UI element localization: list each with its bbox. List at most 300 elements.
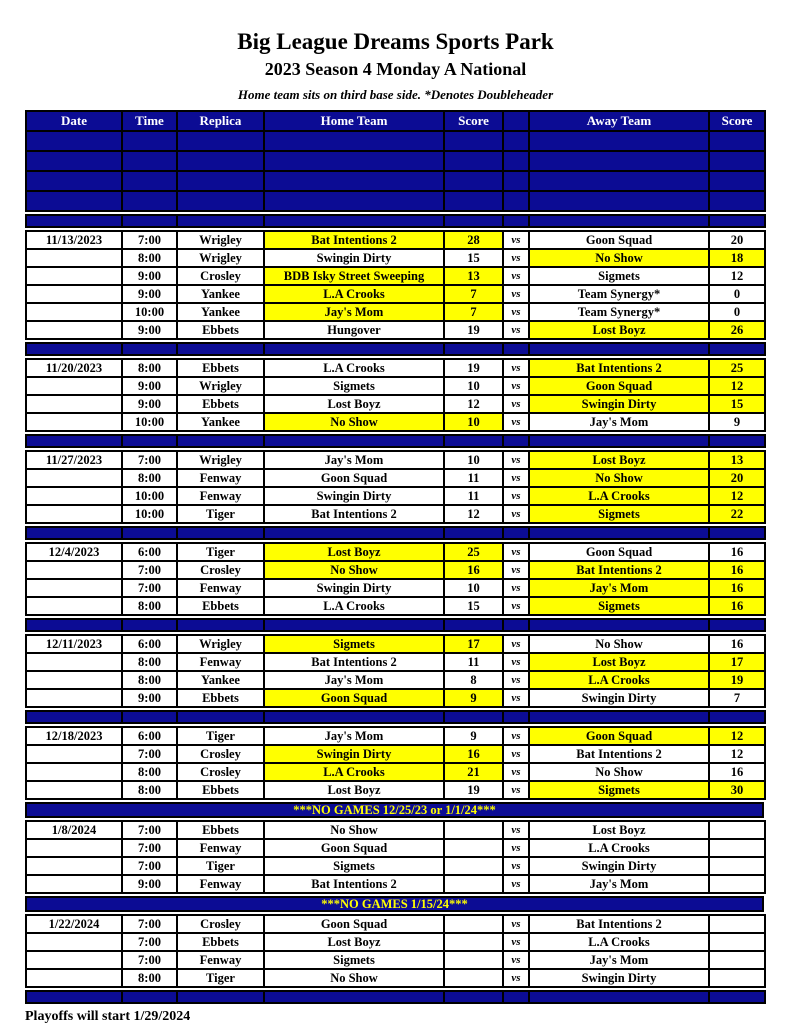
- away-score-cell: [710, 840, 766, 858]
- home-team-cell: Jay's Mom: [265, 728, 445, 746]
- home-score-cell: 10: [445, 378, 504, 396]
- game-row: [27, 286, 766, 304]
- game-row: [27, 840, 766, 858]
- page-title: Big League Dreams Sports Park: [237, 29, 554, 54]
- away-score-cell: 12: [710, 728, 766, 746]
- date-cell: [27, 746, 123, 764]
- date-cell: [27, 322, 123, 340]
- home-score-cell: 10: [445, 580, 504, 598]
- vs-cell: vs: [504, 378, 530, 396]
- separator-cell: [504, 712, 530, 724]
- date-cell: [27, 580, 123, 598]
- time-cell: 9:00: [123, 396, 178, 414]
- vs-cell: vs: [504, 782, 530, 800]
- date-cell: [27, 782, 123, 800]
- separator-cell: [504, 620, 530, 632]
- league-subtitle: 2023 Season 4 Monday A National: [264, 59, 527, 79]
- home-score-cell: 10: [445, 452, 504, 470]
- empty-cell: [445, 132, 504, 152]
- replica-cell: Fenway: [178, 840, 265, 858]
- replica-cell: Yankee: [178, 414, 265, 432]
- time-cell: 9:00: [123, 322, 178, 340]
- empty-cell: [178, 152, 265, 172]
- column-header-home-team: Home Team: [265, 112, 445, 132]
- separator-cell: [530, 528, 710, 540]
- game-row: [27, 562, 766, 580]
- away-score-cell: 22: [710, 506, 766, 524]
- separator-row: [27, 620, 766, 632]
- vs-cell: vs: [504, 268, 530, 286]
- game-row: [27, 360, 766, 378]
- replica-cell: Ebbets: [178, 934, 265, 952]
- home-score-cell: 19: [445, 322, 504, 340]
- away-score-cell: [710, 858, 766, 876]
- away-score-cell: [710, 934, 766, 952]
- away-score-cell: [710, 876, 766, 894]
- home-team-cell: No Show: [265, 970, 445, 988]
- empty-row: [27, 192, 766, 212]
- separator-cell: [504, 436, 530, 448]
- empty-cell: [178, 192, 265, 212]
- vs-cell: vs: [504, 916, 530, 934]
- separator-cell: [27, 216, 123, 228]
- hdr-strip: [25, 110, 766, 212]
- game-row: [27, 506, 766, 524]
- column-header-vs: [504, 112, 530, 132]
- vs-cell: vs: [504, 672, 530, 690]
- separator-cell: [445, 344, 504, 356]
- away-score-cell: 20: [710, 470, 766, 488]
- away-score-cell: 0: [710, 304, 766, 322]
- block-strip: [25, 230, 766, 340]
- home-score-cell: 8: [445, 672, 504, 690]
- replica-cell: Fenway: [178, 952, 265, 970]
- empty-cell: [504, 172, 530, 192]
- time-cell: 9:00: [123, 286, 178, 304]
- home-score-cell: 12: [445, 396, 504, 414]
- away-score-cell: [710, 822, 766, 840]
- time-cell: 7:00: [123, 858, 178, 876]
- away-team-cell: Lost Boyz: [530, 654, 710, 672]
- away-score-cell: 9: [710, 414, 766, 432]
- empty-cell: [710, 152, 766, 172]
- vs-cell: vs: [504, 728, 530, 746]
- game-row: [27, 764, 766, 782]
- vs-cell: vs: [504, 580, 530, 598]
- schedule-note: Home team sits on third base side. *Denotes Doubleheader: [237, 87, 554, 102]
- separator-cell: [27, 620, 123, 632]
- date-cell: [27, 876, 123, 894]
- home-score-cell: 9: [445, 728, 504, 746]
- away-score-cell: 16: [710, 598, 766, 616]
- time-cell: 7:00: [123, 746, 178, 764]
- separator-cell: [265, 528, 445, 540]
- away-score-cell: [710, 970, 766, 988]
- home-team-cell: Bat Intentions 2: [265, 654, 445, 672]
- separator-cell: [178, 216, 265, 228]
- empty-cell: [710, 192, 766, 212]
- empty-cell: [265, 152, 445, 172]
- game-row: [27, 396, 766, 414]
- away-score-cell: 7: [710, 690, 766, 708]
- away-team-cell: Sigmets: [530, 598, 710, 616]
- separator-cell: [27, 528, 123, 540]
- game-row: [27, 746, 766, 764]
- vs-cell: vs: [504, 304, 530, 322]
- separator-cell: [710, 436, 766, 448]
- separator-cell: [530, 436, 710, 448]
- home-team-cell: Lost Boyz: [265, 934, 445, 952]
- separator-row: [27, 216, 766, 228]
- home-score-cell: 15: [445, 598, 504, 616]
- home-score-cell: 19: [445, 360, 504, 378]
- separator-row: [27, 528, 766, 540]
- date-cell: [27, 858, 123, 876]
- column-header-replica: Replica: [178, 112, 265, 132]
- home-score-cell: [445, 916, 504, 934]
- separator-cell: [710, 712, 766, 724]
- game-row: [27, 488, 766, 506]
- game-row: [27, 452, 766, 470]
- time-cell: 8:00: [123, 782, 178, 800]
- away-team-cell: Team Synergy*: [530, 304, 710, 322]
- no-games-notice-text: ***NO GAMES 12/25/23 or 1/1/24***: [293, 802, 496, 817]
- game-row: [27, 970, 766, 988]
- replica-cell: Crosley: [178, 916, 265, 934]
- empty-cell: [530, 152, 710, 172]
- home-team-cell: Lost Boyz: [265, 396, 445, 414]
- away-score-cell: 20: [710, 232, 766, 250]
- separator-cell: [123, 620, 178, 632]
- replica-cell: Ebbets: [178, 360, 265, 378]
- empty-cell: [710, 132, 766, 152]
- game-row: [27, 250, 766, 268]
- game-row: [27, 728, 766, 746]
- separator-cell: [265, 620, 445, 632]
- separator-cell: [530, 216, 710, 228]
- game-row: [27, 822, 766, 840]
- vs-cell: vs: [504, 488, 530, 506]
- separator-cell: [178, 436, 265, 448]
- empty-cell: [27, 192, 123, 212]
- away-team-cell: No Show: [530, 250, 710, 268]
- separator-cell: [710, 528, 766, 540]
- replica-cell: Crosley: [178, 268, 265, 286]
- home-score-cell: [445, 822, 504, 840]
- vs-cell: vs: [504, 452, 530, 470]
- replica-cell: Ebbets: [178, 396, 265, 414]
- date-cell: [27, 286, 123, 304]
- replica-cell: Wrigley: [178, 636, 265, 654]
- home-score-cell: [445, 934, 504, 952]
- date-cell: [27, 654, 123, 672]
- home-team-cell: No Show: [265, 562, 445, 580]
- date-cell: 11/13/2023: [27, 232, 123, 250]
- game-row: [27, 598, 766, 616]
- home-team-cell: Lost Boyz: [265, 782, 445, 800]
- home-team-cell: Swingin Dirty: [265, 746, 445, 764]
- date-cell: [27, 562, 123, 580]
- vs-cell: vs: [504, 764, 530, 782]
- away-team-cell: Jay's Mom: [530, 580, 710, 598]
- away-score-cell: 16: [710, 562, 766, 580]
- game-row: [27, 544, 766, 562]
- replica-cell: Wrigley: [178, 232, 265, 250]
- separator-cell: [178, 528, 265, 540]
- away-team-cell: Bat Intentions 2: [530, 916, 710, 934]
- time-cell: 7:00: [123, 822, 178, 840]
- away-score-cell: 12: [710, 746, 766, 764]
- home-team-cell: Hungover: [265, 322, 445, 340]
- home-team-cell: Jay's Mom: [265, 304, 445, 322]
- away-score-cell: [710, 916, 766, 934]
- date-cell: [27, 672, 123, 690]
- time-cell: 9:00: [123, 690, 178, 708]
- away-team-cell: Goon Squad: [530, 544, 710, 562]
- empty-cell: [178, 132, 265, 152]
- date-cell: 1/8/2024: [27, 822, 123, 840]
- replica-cell: Ebbets: [178, 822, 265, 840]
- date-cell: [27, 506, 123, 524]
- empty-cell: [504, 132, 530, 152]
- vs-cell: vs: [504, 470, 530, 488]
- replica-cell: Ebbets: [178, 690, 265, 708]
- replica-cell: Ebbets: [178, 598, 265, 616]
- vs-cell: vs: [504, 286, 530, 304]
- time-cell: 10:00: [123, 304, 178, 322]
- away-team-cell: Jay's Mom: [530, 414, 710, 432]
- replica-cell: Fenway: [178, 580, 265, 598]
- separator-cell: [504, 992, 530, 1004]
- vs-cell: vs: [504, 822, 530, 840]
- home-score-cell: 11: [445, 470, 504, 488]
- home-team-cell: Goon Squad: [265, 916, 445, 934]
- separator-row: [27, 992, 766, 1004]
- separator-cell: [123, 712, 178, 724]
- home-team-cell: Swingin Dirty: [265, 580, 445, 598]
- game-row: [27, 470, 766, 488]
- column-header-time: Time: [123, 112, 178, 132]
- home-team-cell: L.A Crooks: [265, 764, 445, 782]
- replica-cell: Ebbets: [178, 782, 265, 800]
- replica-cell: Tiger: [178, 544, 265, 562]
- game-row: [27, 414, 766, 432]
- game-row: [27, 876, 766, 894]
- empty-row: [27, 132, 766, 152]
- vs-cell: vs: [504, 952, 530, 970]
- home-score-cell: 11: [445, 488, 504, 506]
- empty-cell: [178, 172, 265, 192]
- schedule-table: [25, 110, 766, 1004]
- date-cell: 11/20/2023: [27, 360, 123, 378]
- separator-cell: [178, 344, 265, 356]
- game-row: [27, 304, 766, 322]
- replica-cell: Tiger: [178, 728, 265, 746]
- away-score-cell: 12: [710, 268, 766, 286]
- away-score-cell: 25: [710, 360, 766, 378]
- time-cell: 8:00: [123, 672, 178, 690]
- home-score-cell: 7: [445, 286, 504, 304]
- date-cell: [27, 952, 123, 970]
- replica-cell: Crosley: [178, 746, 265, 764]
- vs-cell: vs: [504, 690, 530, 708]
- no-games-notice: [25, 896, 764, 912]
- away-score-cell: 18: [710, 250, 766, 268]
- away-team-cell: Lost Boyz: [530, 452, 710, 470]
- separator-cell: [123, 528, 178, 540]
- empty-cell: [504, 192, 530, 212]
- home-score-cell: 7: [445, 304, 504, 322]
- game-row: [27, 322, 766, 340]
- time-cell: 8:00: [123, 360, 178, 378]
- away-score-cell: 16: [710, 544, 766, 562]
- vs-cell: vs: [504, 858, 530, 876]
- game-row: [27, 580, 766, 598]
- separator-cell: [530, 620, 710, 632]
- home-team-cell: No Show: [265, 822, 445, 840]
- empty-cell: [504, 152, 530, 172]
- time-cell: 7:00: [123, 840, 178, 858]
- separator-cell: [178, 620, 265, 632]
- empty-cell: [265, 192, 445, 212]
- empty-row: [27, 172, 766, 192]
- time-cell: 10:00: [123, 414, 178, 432]
- home-score-cell: 25: [445, 544, 504, 562]
- home-team-cell: Sigmets: [265, 636, 445, 654]
- vs-cell: vs: [504, 654, 530, 672]
- home-score-cell: [445, 876, 504, 894]
- away-score-cell: 13: [710, 452, 766, 470]
- sep-strip: [25, 214, 766, 228]
- separator-cell: [27, 992, 123, 1004]
- replica-cell: Tiger: [178, 858, 265, 876]
- time-cell: 7:00: [123, 562, 178, 580]
- home-team-cell: BDB Isky Street Sweeping: [265, 268, 445, 286]
- replica-cell: Yankee: [178, 286, 265, 304]
- vs-cell: vs: [504, 232, 530, 250]
- away-team-cell: Goon Squad: [530, 728, 710, 746]
- vs-cell: vs: [504, 562, 530, 580]
- away-team-cell: No Show: [530, 470, 710, 488]
- home-score-cell: 28: [445, 232, 504, 250]
- vs-cell: vs: [504, 746, 530, 764]
- date-cell: [27, 414, 123, 432]
- time-cell: 10:00: [123, 488, 178, 506]
- empty-cell: [27, 132, 123, 152]
- away-score-cell: 17: [710, 654, 766, 672]
- time-cell: 6:00: [123, 728, 178, 746]
- vs-cell: vs: [504, 840, 530, 858]
- home-score-cell: 12: [445, 506, 504, 524]
- column-header-score: Score: [710, 112, 766, 132]
- away-team-cell: Jay's Mom: [530, 876, 710, 894]
- separator-cell: [265, 216, 445, 228]
- away-team-cell: Bat Intentions 2: [530, 360, 710, 378]
- home-team-cell: L.A Crooks: [265, 286, 445, 304]
- time-cell: 6:00: [123, 544, 178, 562]
- separator-cell: [178, 992, 265, 1004]
- home-team-cell: Jay's Mom: [265, 672, 445, 690]
- away-team-cell: Swingin Dirty: [530, 396, 710, 414]
- date-cell: [27, 840, 123, 858]
- empty-cell: [27, 152, 123, 172]
- date-cell: 1/22/2024: [27, 916, 123, 934]
- away-team-cell: Sigmets: [530, 268, 710, 286]
- empty-cell: [445, 172, 504, 192]
- column-header-score: Score: [445, 112, 504, 132]
- separator-row: [27, 344, 766, 356]
- away-team-cell: L.A Crooks: [530, 488, 710, 506]
- away-score-cell: 12: [710, 378, 766, 396]
- time-cell: 9:00: [123, 378, 178, 396]
- page-header: [0, 0, 791, 103]
- away-team-cell: Goon Squad: [530, 378, 710, 396]
- home-team-cell: Swingin Dirty: [265, 250, 445, 268]
- home-team-cell: L.A Crooks: [265, 360, 445, 378]
- separator-cell: [504, 344, 530, 356]
- empty-cell: [530, 192, 710, 212]
- vs-cell: vs: [504, 322, 530, 340]
- away-score-cell: 16: [710, 764, 766, 782]
- away-score-cell: 0: [710, 286, 766, 304]
- away-team-cell: L.A Crooks: [530, 840, 710, 858]
- away-score-cell: 26: [710, 322, 766, 340]
- no-games-notice: [25, 802, 764, 818]
- separator-cell: [123, 344, 178, 356]
- date-cell: 11/27/2023: [27, 452, 123, 470]
- block-strip: [25, 450, 766, 524]
- block-strip: [25, 542, 766, 616]
- vs-cell: vs: [504, 396, 530, 414]
- game-row: [27, 952, 766, 970]
- home-score-cell: 16: [445, 746, 504, 764]
- empty-cell: [265, 132, 445, 152]
- time-cell: 8:00: [123, 970, 178, 988]
- game-row: [27, 858, 766, 876]
- separator-cell: [710, 344, 766, 356]
- home-score-cell: 17: [445, 636, 504, 654]
- game-row: [27, 916, 766, 934]
- empty-row: [27, 152, 766, 172]
- separator-cell: [265, 712, 445, 724]
- home-team-cell: Lost Boyz: [265, 544, 445, 562]
- away-team-cell: Jay's Mom: [530, 952, 710, 970]
- home-team-cell: L.A Crooks: [265, 598, 445, 616]
- replica-cell: Crosley: [178, 562, 265, 580]
- home-team-cell: Goon Squad: [265, 690, 445, 708]
- sep-strip: [25, 618, 766, 632]
- away-team-cell: Bat Intentions 2: [530, 562, 710, 580]
- time-cell: 7:00: [123, 916, 178, 934]
- replica-cell: Wrigley: [178, 452, 265, 470]
- home-score-cell: 16: [445, 562, 504, 580]
- away-team-cell: Bat Intentions 2: [530, 746, 710, 764]
- home-team-cell: Sigmets: [265, 378, 445, 396]
- vs-cell: vs: [504, 414, 530, 432]
- replica-cell: Fenway: [178, 654, 265, 672]
- away-score-cell: 16: [710, 636, 766, 654]
- separator-cell: [265, 436, 445, 448]
- game-row: [27, 232, 766, 250]
- time-cell: 9:00: [123, 876, 178, 894]
- away-team-cell: Swingin Dirty: [530, 690, 710, 708]
- home-score-cell: 10: [445, 414, 504, 432]
- away-team-cell: Lost Boyz: [530, 322, 710, 340]
- away-team-cell: Team Synergy*: [530, 286, 710, 304]
- away-team-cell: L.A Crooks: [530, 934, 710, 952]
- replica-cell: Fenway: [178, 470, 265, 488]
- away-score-cell: 19: [710, 672, 766, 690]
